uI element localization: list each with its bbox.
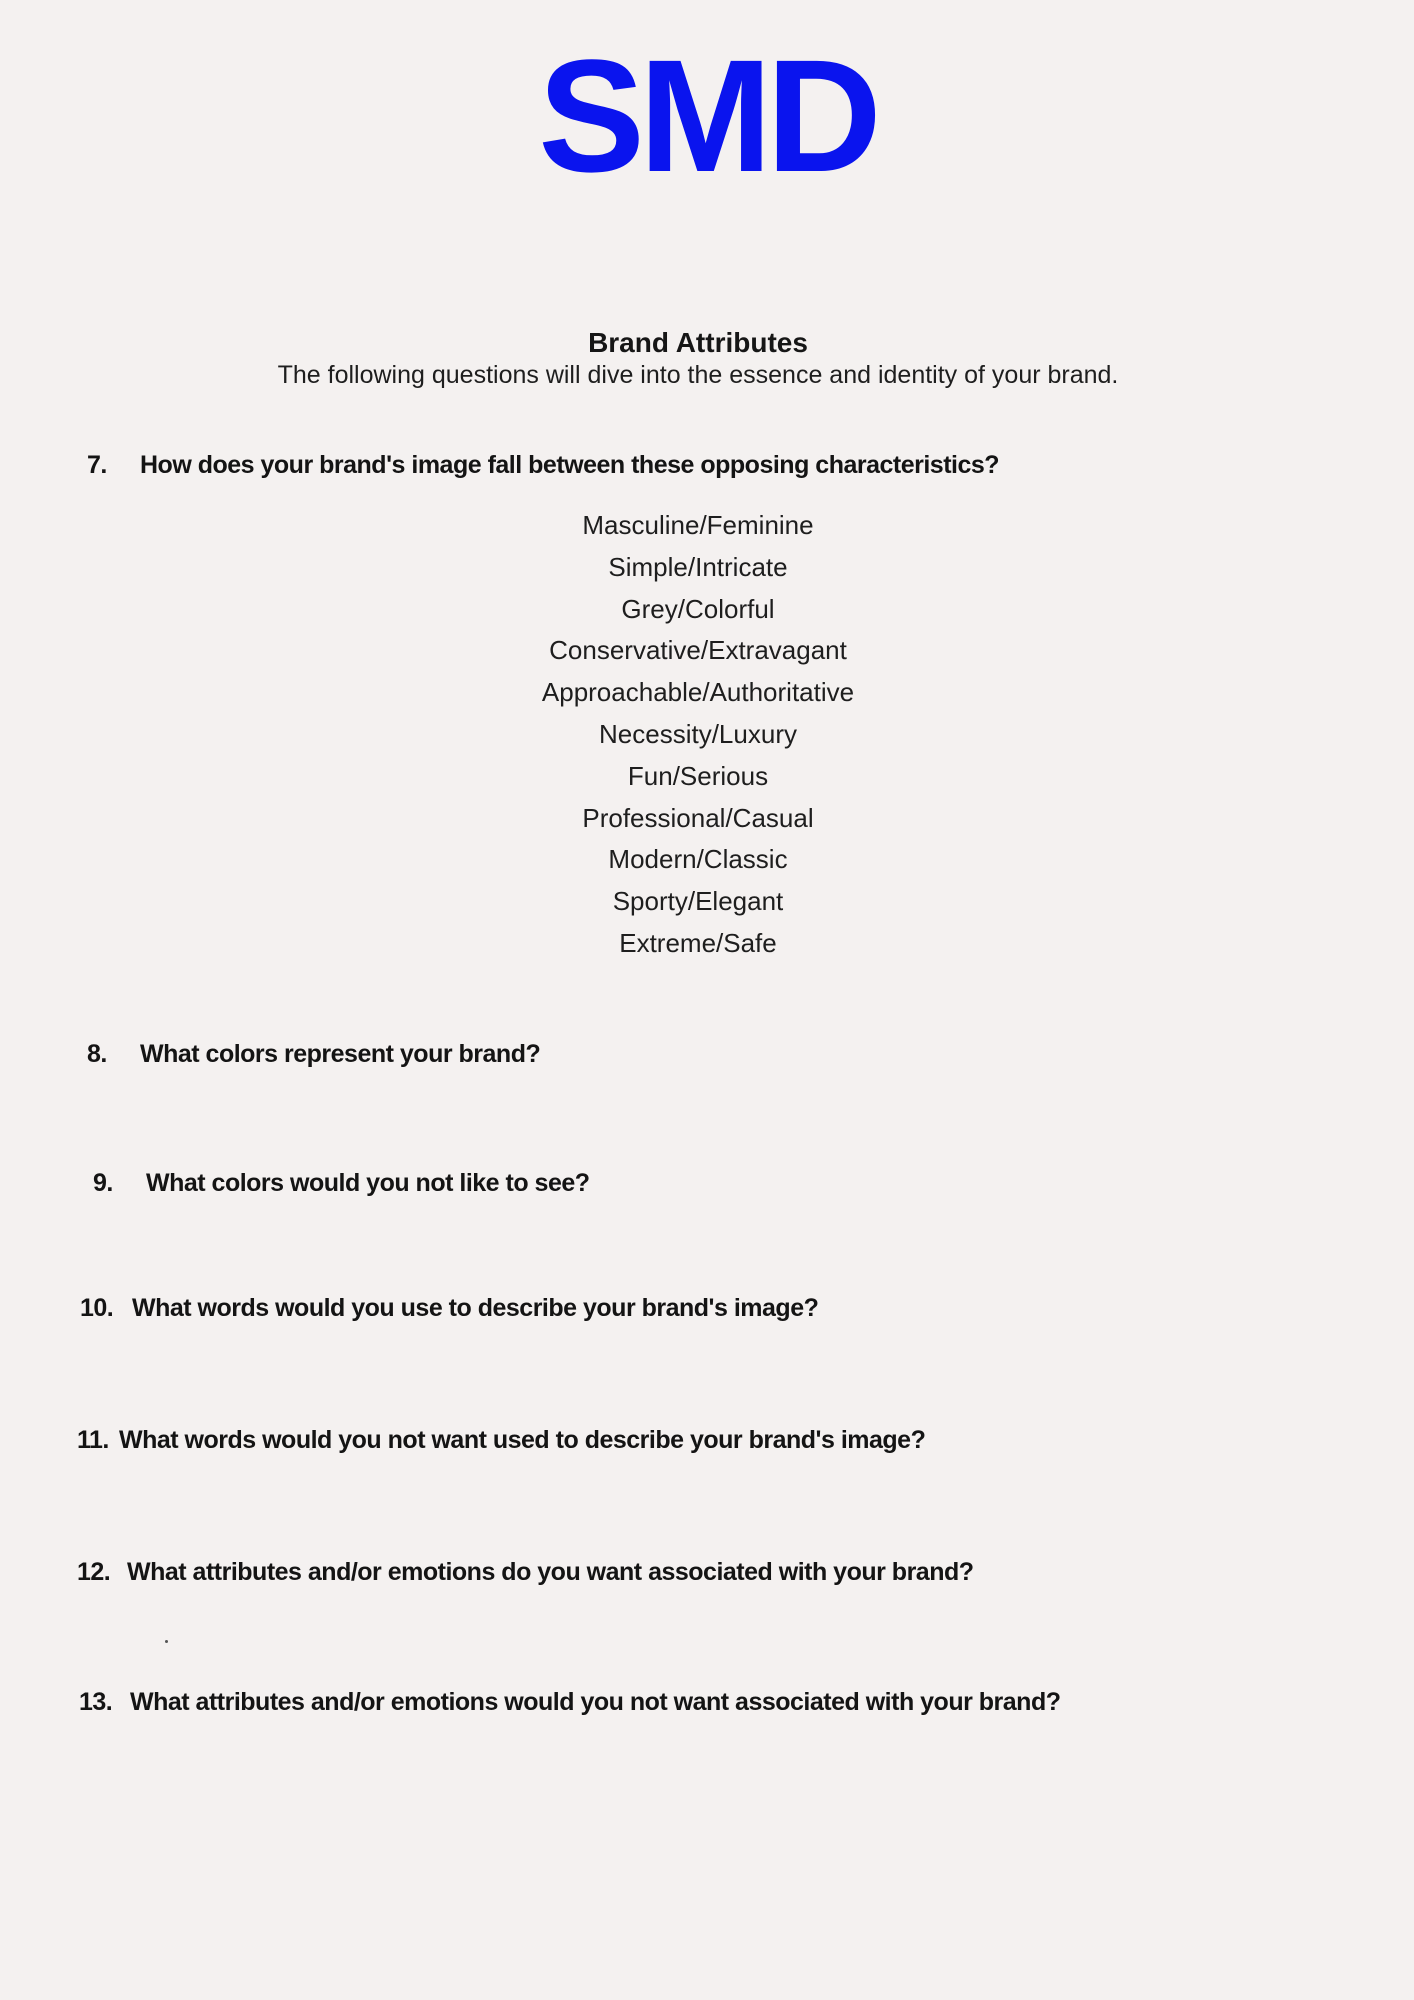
characteristic-pair: Professional/Casual (582, 802, 814, 833)
question-8 (87, 1037, 540, 1071)
question-number: 13. (79, 1688, 113, 1716)
question-number: 12. (77, 1558, 111, 1586)
question-text: What words would you not want used to describe your brand's image? (119, 1426, 926, 1454)
question-11 (77, 1423, 925, 1457)
question-text: What attributes and/or emotions would you not want associated with your brand? (130, 1688, 1061, 1716)
characteristics-list (0, 505, 1396, 965)
characteristic-pair: Approachable/Authoritative (541, 677, 855, 708)
question-text: How does your brand's image fall between these opposing characteristics? (140, 451, 1000, 479)
characteristic-pair: Sporty/Elegant (612, 886, 784, 917)
question-12 (77, 1555, 974, 1589)
question-number: 7. (87, 451, 107, 479)
question-number: 9. (93, 1169, 113, 1197)
section-title: Brand Attributes (588, 327, 808, 358)
question-text: What colors would you not like to see? (146, 1169, 590, 1197)
characteristic-pair: Grey/Colorful (621, 593, 775, 624)
question-13 (79, 1685, 1061, 1719)
characteristic-pair: Simple/Intricate (608, 551, 788, 582)
question-text: What words would you use to describe your brand's image? (132, 1294, 819, 1322)
question-text: What colors represent your brand? (140, 1040, 541, 1068)
characteristic-pair: Necessity/Luxury (599, 718, 797, 749)
characteristic-pair: Fun/Serious (627, 760, 769, 791)
characteristic-pair: Conservative/Extravagant (549, 635, 847, 666)
section-subtitle: The following questions will dive into the essence and identity of your brand. (277, 361, 1119, 389)
question-7 (87, 448, 999, 482)
question-9 (93, 1166, 590, 1200)
characteristic-pair: Extreme/Safe (619, 927, 777, 958)
question-number: 8. (87, 1040, 107, 1068)
question-10 (80, 1291, 818, 1325)
characteristic-pair: Masculine/Feminine (582, 510, 814, 540)
question-text: What attributes and/or emotions do you want associated with your brand? (127, 1558, 974, 1586)
question-number: 11. (77, 1426, 109, 1454)
smd-logo: SMD (538, 26, 876, 205)
characteristic-pair: Modern/Classic (608, 844, 788, 875)
question-number: 10. (80, 1294, 114, 1322)
stray-mark (165, 1640, 168, 1643)
